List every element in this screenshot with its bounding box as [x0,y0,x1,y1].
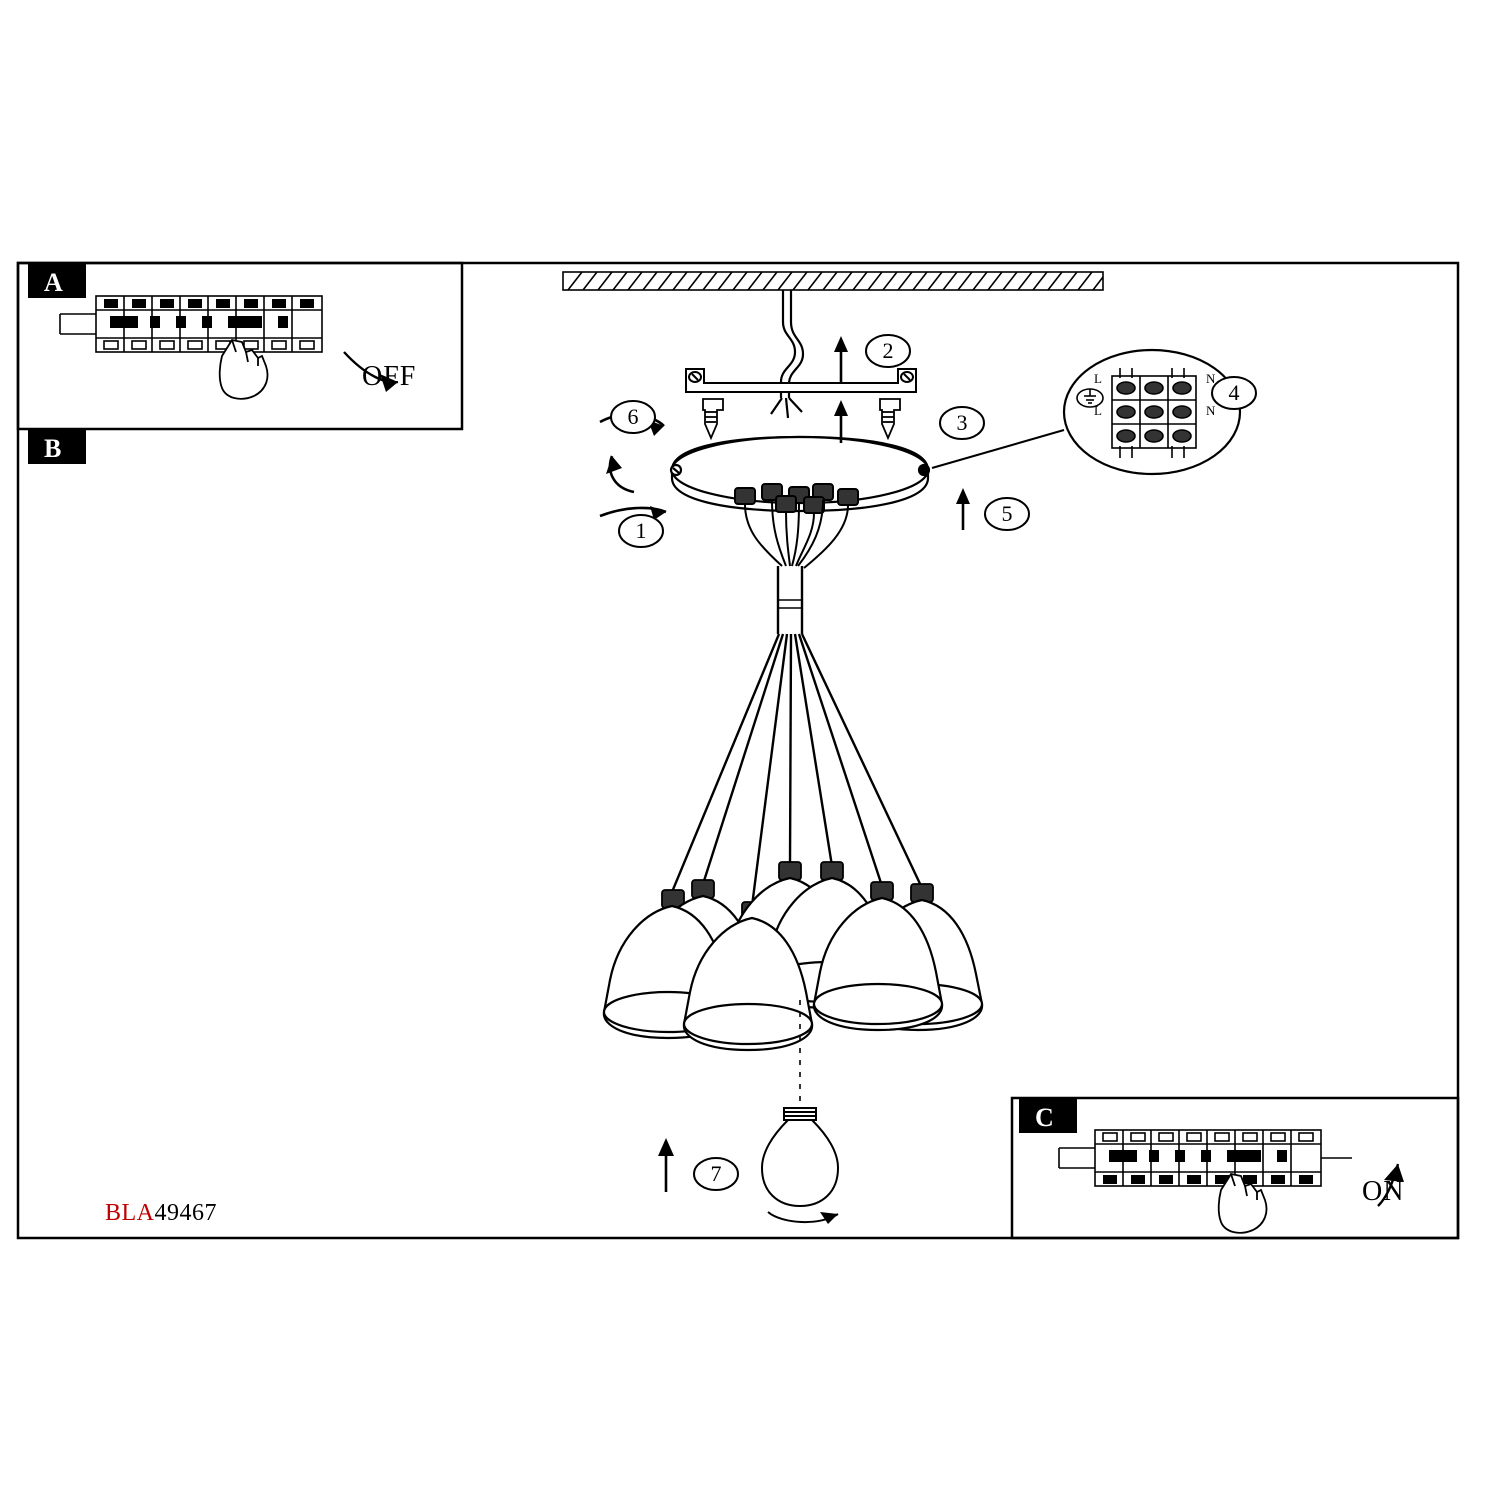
screw-left [703,399,723,438]
panel-c-hand [1219,1174,1267,1233]
panel-a-letter: A [44,268,63,297]
light-bulb [762,1108,838,1206]
arrow-step-5 [956,488,970,530]
panel-a-hand [220,340,268,399]
step-number-1: 1 [635,518,647,543]
panel-a-group [18,263,462,429]
arrow-step-7 [658,1138,674,1192]
panel-a-breaker [60,296,322,352]
panel-c-on-label: ON [1362,1176,1405,1207]
panel-c-breaker [1059,1130,1352,1186]
supply-cable [771,290,803,418]
step-number-5: 5 [1001,501,1013,526]
step-number-4: 4 [1228,380,1240,405]
arrow-step-2 [834,336,848,382]
terminal-label-l-top: L [1094,371,1102,386]
panel-c-letter: C [1035,1103,1054,1132]
product-code-prefix: BLA [105,1200,155,1226]
panel-c-group [1012,1098,1458,1238]
step-number-7: 7 [710,1161,722,1186]
product-code-number: 49467 [154,1200,217,1226]
lamp-shades [604,878,982,1050]
step-number-2: 2 [882,338,894,363]
mounting-bracket [686,369,916,392]
screw-right [880,399,900,438]
panel-b-letter: B [44,434,62,463]
bulb-rotate-arrow [768,1212,838,1224]
ceiling [563,272,1103,290]
step-number-6: 6 [627,404,639,429]
terminal-label-n-top: N [1206,371,1216,386]
arrow-step-3 [834,400,848,443]
terminal-label-l-bottom: L [1094,403,1102,418]
panel-a-off-label: OFF [362,361,417,392]
arrow-step-1 [600,456,666,520]
terminal-label-n-bottom: N [1206,403,1216,418]
product-code [105,1200,217,1227]
sheet-border [18,263,1458,1238]
step-number-3: 3 [956,410,968,435]
